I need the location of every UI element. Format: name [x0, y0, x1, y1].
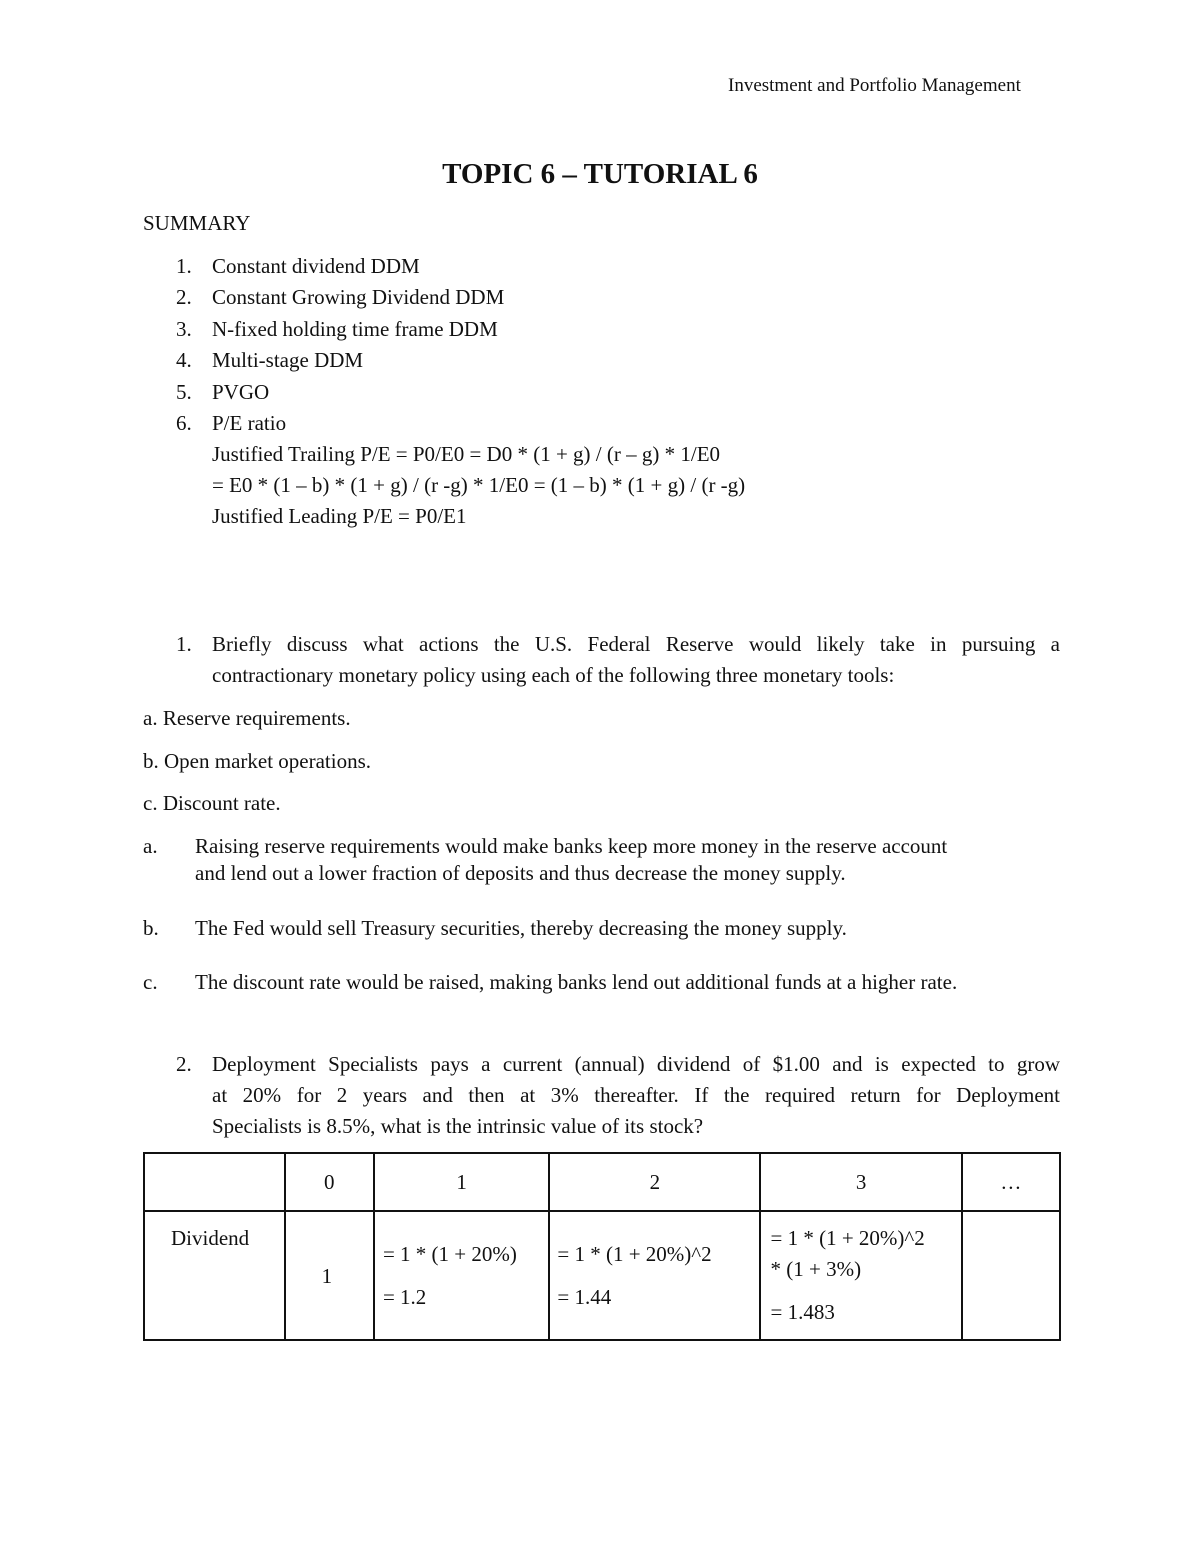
table-header-cell: 2 [549, 1153, 760, 1211]
list-item: Constant dividend DDM [212, 254, 420, 278]
cell-value: = 1.44 [557, 1285, 612, 1309]
list-item-number: 1. [176, 254, 192, 278]
table-cell [144, 1211, 285, 1340]
cell-value: = 1.483 [770, 1300, 835, 1324]
list-item-number: 5. [176, 380, 192, 404]
table-header-row [144, 1153, 1060, 1211]
answer-text-line: The discount rate would be raised, making banks lend out additional funds at a higher rate. [195, 970, 958, 994]
option-c: c. Discount rate. [143, 791, 281, 815]
dividend-table [143, 1152, 1061, 1341]
page-title: TOPIC 6 – TUTORIAL 6 [442, 158, 758, 190]
table-header-cell: 1 [374, 1153, 549, 1211]
pe-formula-line: = E0 * (1 – b) * (1 + g) / (r -g) * 1/E0 = (1 – b) * (1 + g) / (r -g) [212, 473, 746, 497]
table-header-cell [144, 1153, 285, 1211]
table-header-cell: … [962, 1153, 1060, 1211]
question-text-line: Deployment Specialists pays a current (annual) dividend of $1.00 and is expected to grow [212, 1052, 1060, 1076]
table-row [144, 1211, 1060, 1340]
option-b: b. Open market operations. [143, 749, 372, 773]
list-item: N-fixed holding time frame DDM [212, 317, 498, 341]
cell-formula: = 1 * (1 + 20%)^2 [557, 1242, 712, 1266]
pe-formula-line: Justified Trailing P/E = P0/E0 = D0 * (1 + g) / (r – g) * 1/E0 [212, 442, 721, 466]
cell-formula: = 1 * (1 + 20%)^2 [770, 1226, 925, 1250]
list-item-number: 4. [176, 348, 192, 372]
table-cell [549, 1211, 760, 1340]
question-text-line: at 20% for 2 years and then at 3% thereafter. If the required return for Deployment [212, 1083, 1060, 1107]
question-text-line: Specialists is 8.5%, what is the intrinsic value of its stock? [212, 1114, 704, 1138]
answer-text-line: The Fed would sell Treasury securities, thereby decreasing the money supply. [195, 916, 847, 940]
running-header: Investment and Portfolio Management [728, 75, 1021, 96]
cell-formula: = 1 * (1 + 20%) [382, 1242, 517, 1266]
list-item-number: 3. [176, 317, 192, 341]
cell-value: = 1.2 [382, 1285, 427, 1309]
list-item: PVGO [212, 380, 270, 404]
row-label: Dividend [171, 1226, 250, 1250]
summary-heading: SUMMARY [143, 211, 251, 235]
question-number: 1. [176, 632, 192, 656]
pe-formula-line: Justified Leading P/E = P0/E1 [212, 504, 467, 528]
table-cell [374, 1211, 549, 1340]
table-cell [760, 1211, 961, 1340]
answer-letter: a. [143, 834, 158, 858]
answer-letter: b. [143, 916, 159, 940]
list-item-number: 2. [176, 285, 192, 309]
question-number: 2. [176, 1052, 192, 1076]
list-item: Constant Growing Dividend DDM [212, 285, 505, 309]
option-a: a. Reserve requirements. [143, 706, 351, 730]
answer-text-line: Raising reserve requirements would make banks keep more money in the reserve account [195, 834, 948, 858]
cell-formula: * (1 + 3%) [770, 1257, 862, 1281]
question-text-line: contractionary monetary policy using each of the following three monetary tools: [212, 663, 895, 687]
table-header-cell: 3 [760, 1153, 961, 1211]
answer-letter: c. [143, 970, 158, 994]
question-text-line: Briefly discuss what actions the U.S. Federal Reserve would likely take in pursuing a [212, 632, 1060, 656]
list-item: Multi-stage DDM [212, 348, 364, 372]
list-item-number: 6. [176, 411, 192, 435]
list-item: P/E ratio [212, 411, 287, 435]
answer-text-line: and lend out a lower fraction of deposits and thus decrease the money supply. [195, 861, 846, 885]
table-header-cell: 0 [285, 1153, 374, 1211]
cell-value: 1 [321, 1264, 333, 1288]
table-cell [285, 1211, 374, 1340]
table-cell [962, 1211, 1060, 1340]
